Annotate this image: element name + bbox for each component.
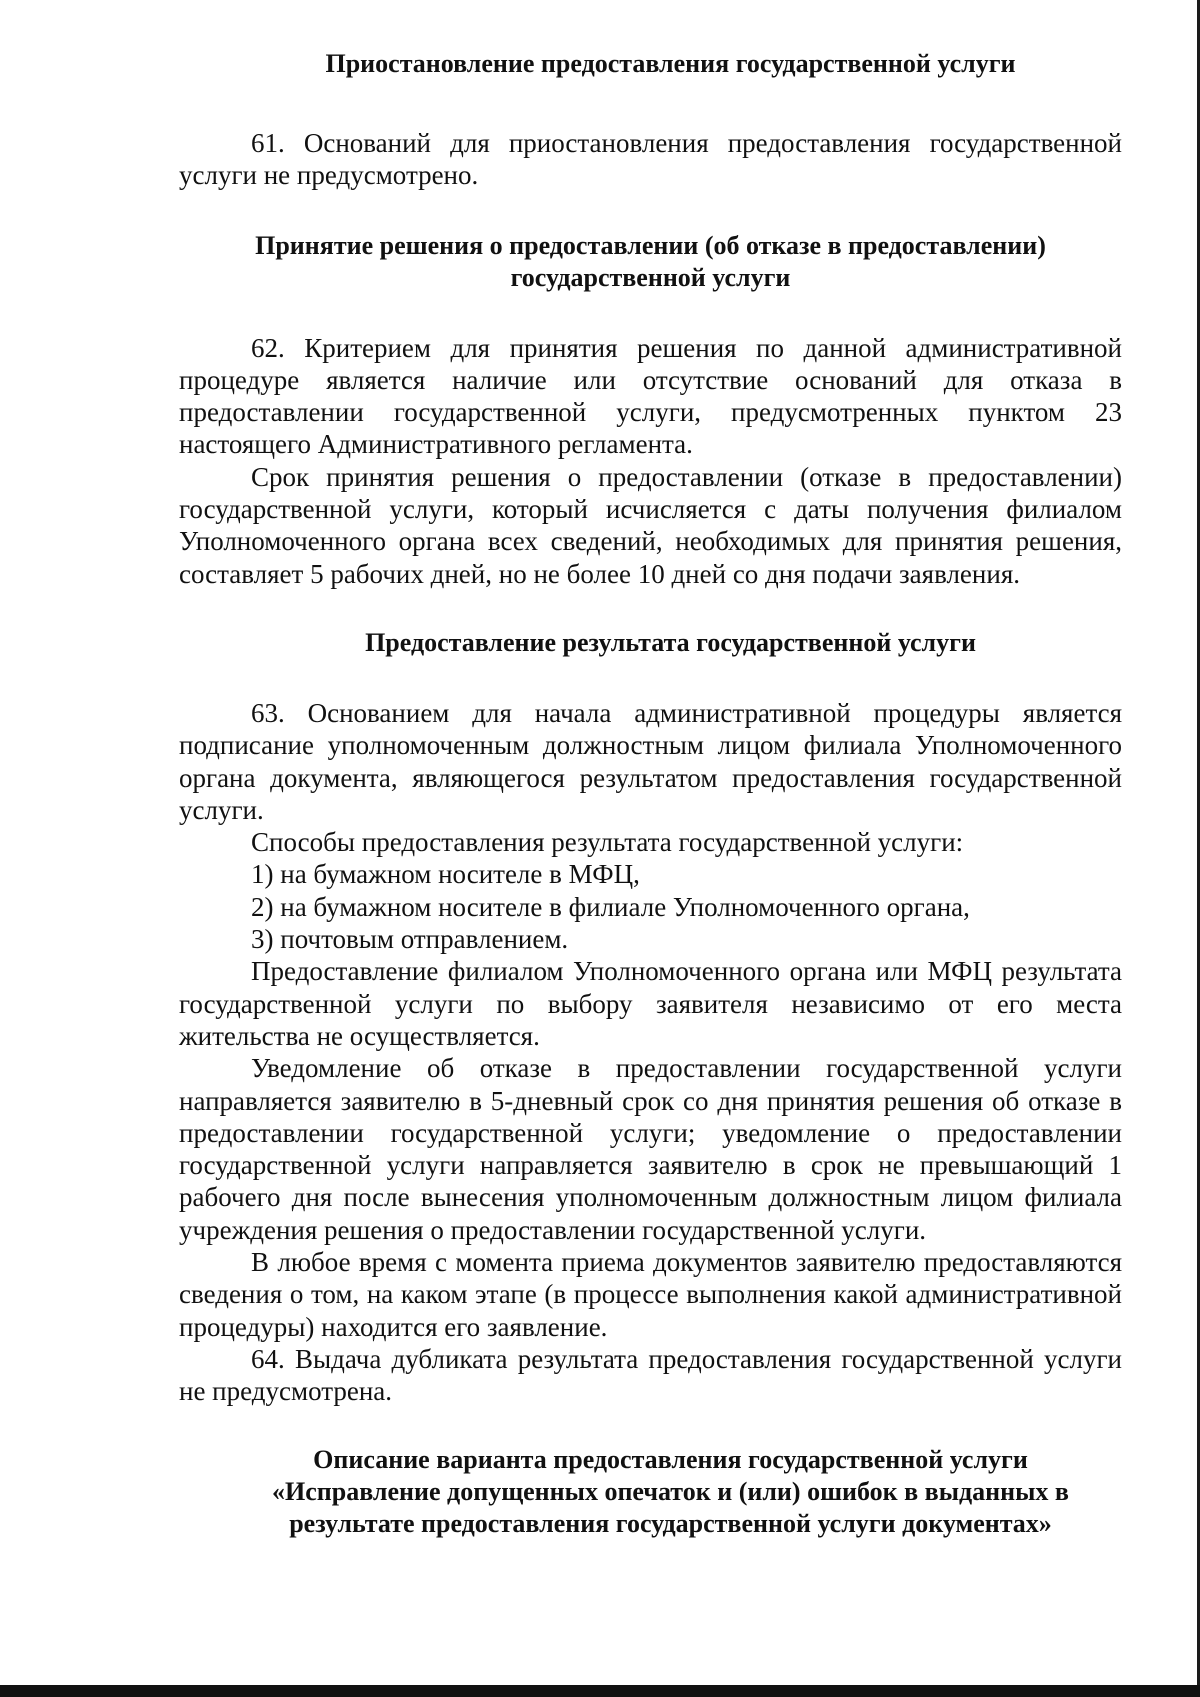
heading-line: Предоставление результата государственной услуги <box>365 627 976 657</box>
scan-edge-bottom <box>0 1685 1200 1697</box>
paragraph-decision-term: Срок принятия решения о предоставлении (отказе в предоставлении) государственной услуги, который исчисляется с даты получения филиалом Уполномоченного органа всех сведений, необходимых для принятия решения, составляет 5 рабочих дней, но не более 10 дней со дня подачи заявления. <box>179 461 1122 589</box>
list-item-method-3: 3) почтовым отправлением. <box>251 924 569 955</box>
paragraph-status-info: В любое время с момента приема документов заявителю предоставляются сведения о том, на каком этапе (в процессе выполнения какой административной процедуры) находится его заявление. <box>179 1247 1122 1342</box>
paragraph-63: 63. Основанием для начала административной процедуры является подписание уполномоченным должностным лицом филиала Уполномоченного органа документа, являющегося результатом предоставления государственной услуги. <box>179 697 1122 825</box>
heading-line: «Исправление допущенных опечаток и (или) ошибок в выданных в <box>272 1476 1069 1506</box>
paragraph-methods-intro: Способы предоставления результата государственной услуги: <box>251 827 964 858</box>
document-body <box>179 48 1122 1540</box>
heading-correction-variant <box>179 1444 1122 1540</box>
paragraph-61: 61. Оснований для приостановления предоставления государственной услуги не предусмотрено. <box>179 128 1122 191</box>
heading-result-delivery <box>179 627 1122 659</box>
heading-line: Приостановление предоставления государственной услуги <box>325 49 1016 78</box>
list-item-method-1: 1) на бумажном носителе в МФЦ, <box>251 859 640 890</box>
heading-line: государственной услуги <box>510 262 791 292</box>
heading-line: результате предоставления государственной услуги документах» <box>289 1508 1052 1538</box>
paragraph-62: 62. Критерием для принятия решения по данной административной процедуре является наличие или отсутствие оснований для отказа в предоставлении государственной услуги, предусмотренных пунктом 23 настоящего Административного регламента. <box>179 332 1122 460</box>
heading-suspension <box>179 48 1122 80</box>
paragraph-64: 64. Выдача дубликата результата предоставления государственной услуги не предусмотрена. <box>179 1343 1122 1407</box>
heading-decision <box>179 230 1122 294</box>
list-item-method-2: 2) на бумажном носителе в филиале Уполномоченного органа, <box>251 891 970 922</box>
heading-line: Описание варианта предоставления государственной услуги <box>313 1444 1028 1474</box>
heading-line: Принятие решения о предоставлении (об отказе в предоставлении) <box>255 230 1046 260</box>
paragraph-extraterritorial: Предоставление филиалом Уполномоченного органа или МФЦ результата государственной услуги по выбору заявителя независимо от его места жительства не осуществляется. <box>179 956 1122 1051</box>
paragraph-notification: Уведомление об отказе в предоставлении государственной услуги направляется заявителю в 5-дневный срок со дня принятия решения об отказе в предоставлении государственной услуги; уведомление о предоставлении государственной услуги направляется заявителю в срок не превышающий 1 рабочего дня после вынесения уполномоченным должностным лицом филиала учреждения решения о предоставлении государственной услуги. <box>179 1053 1122 1245</box>
